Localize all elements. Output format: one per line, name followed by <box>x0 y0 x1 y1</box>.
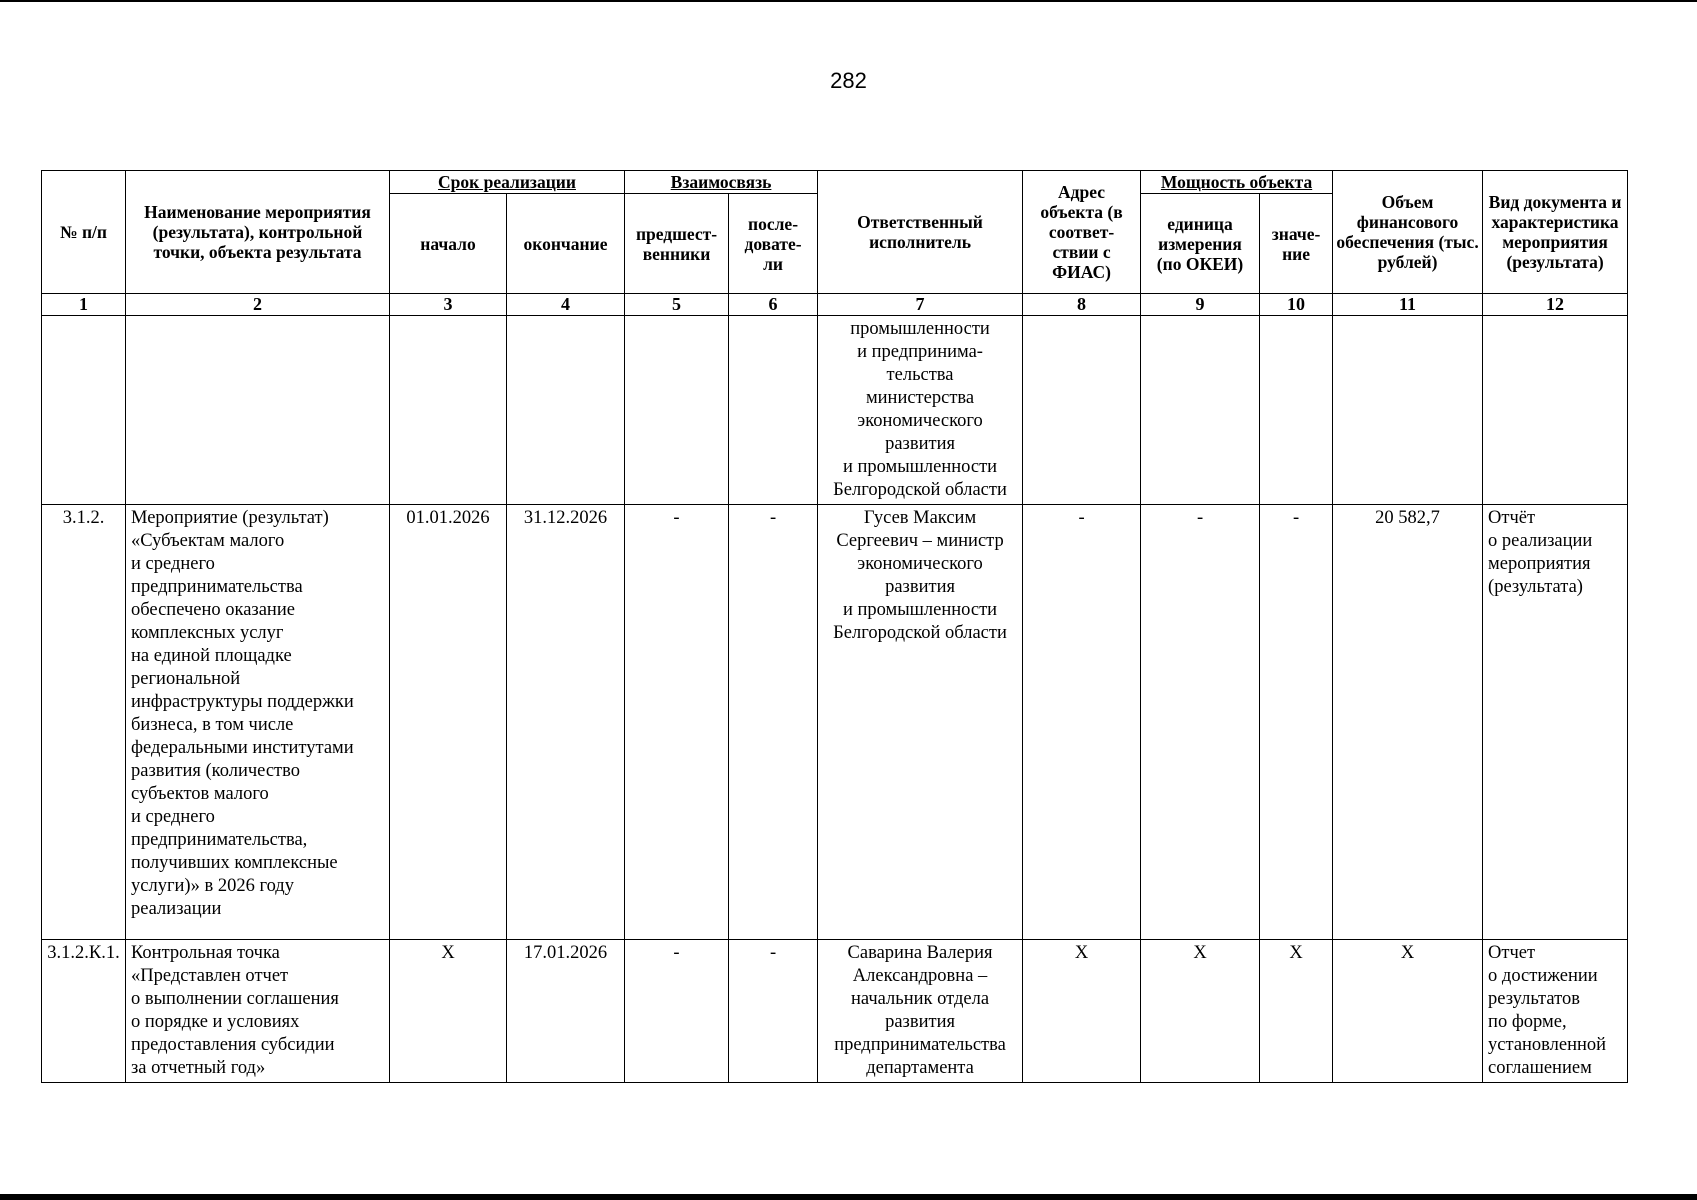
column-number: 5 <box>625 294 729 316</box>
row-name: Мероприятие (результат) «Субъектам малого и среднего предпринимательства обеспечено оказание комплексных услуг на единой площадке региональной инфраструктуры поддержки бизнеса, в том числе федеральными институтами развития (количество субъектов малого и среднего предпринимательства, получивших комплексные услуги)» в 2026 году реализации <box>126 505 390 940</box>
row-address: - <box>1023 505 1141 940</box>
header-predecessors: предшест- венники <box>625 194 729 294</box>
row-successors <box>729 316 818 505</box>
row-successors: - <box>729 940 818 1083</box>
row-start: 01.01.2026 <box>390 505 507 940</box>
header-row-1 <box>42 171 1628 194</box>
header-num: № п/п <box>42 171 126 294</box>
row-num: 3.1.2.К.1. <box>42 940 126 1083</box>
row-doc: Отчет о достижении результатов по форме, установленной соглашением <box>1483 940 1628 1083</box>
row-address <box>1023 316 1141 505</box>
row-end <box>507 316 625 505</box>
scan-top-edge <box>0 0 1697 2</box>
row-responsible: промышленности и предпринима- тельства министерства экономического развития и промышленности Белгородской области <box>818 316 1023 505</box>
column-number: 12 <box>1483 294 1628 316</box>
column-number: 10 <box>1260 294 1333 316</box>
column-number: 3 <box>390 294 507 316</box>
row-funding <box>1333 316 1483 505</box>
row-predecessors: - <box>625 940 729 1083</box>
table-row <box>42 940 1628 1083</box>
row-doc <box>1483 316 1628 505</box>
column-number: 8 <box>1023 294 1141 316</box>
header-responsible: Ответственный исполнитель <box>818 171 1023 294</box>
row-unit: - <box>1141 505 1260 940</box>
implementation-plan-table <box>41 170 1628 1083</box>
row-value: - <box>1260 505 1333 940</box>
row-predecessors: - <box>625 505 729 940</box>
header-relation: Взаимосвязь <box>625 171 818 194</box>
scan-bottom-edge <box>0 1194 1697 1200</box>
table-row <box>42 316 1628 505</box>
row-value: Х <box>1260 940 1333 1083</box>
header-end: окончание <box>507 194 625 294</box>
row-end: 31.12.2026 <box>507 505 625 940</box>
header-successors: после- довате- ли <box>729 194 818 294</box>
header-capacity: Мощность объекта <box>1141 171 1333 194</box>
row-num: 3.1.2. <box>42 505 126 940</box>
row-successors: - <box>729 505 818 940</box>
column-number-row <box>42 294 1628 316</box>
row-name: Контрольная точка «Представлен отчет о выполнении соглашения о порядке и условиях предоставления субсидии за отчетный год» <box>126 940 390 1083</box>
row-end: 17.01.2026 <box>507 940 625 1083</box>
row-address: Х <box>1023 940 1141 1083</box>
column-number: 1 <box>42 294 126 316</box>
row-doc: Отчёт о реализации мероприятия (результата) <box>1483 505 1628 940</box>
header-address: Адрес объекта (в соответ- ствии с ФИАС) <box>1023 171 1141 294</box>
row-name <box>126 316 390 505</box>
column-number: 4 <box>507 294 625 316</box>
header-name: Наименование мероприятия (результата), контрольной точки, объекта результата <box>126 171 390 294</box>
column-number: 7 <box>818 294 1023 316</box>
header-unit: единица измерения (по ОКЕИ) <box>1141 194 1260 294</box>
column-number: 11 <box>1333 294 1483 316</box>
page-number: 282 <box>830 68 867 93</box>
header-value: значе- ние <box>1260 194 1333 294</box>
header-doc-type: Вид документа и характеристика мероприятия (результата) <box>1483 171 1628 294</box>
row-responsible: Саварина Валерия Александровна – начальник отдела развития предпринимательства департамента <box>818 940 1023 1083</box>
row-num <box>42 316 126 505</box>
column-number: 2 <box>126 294 390 316</box>
header-period: Срок реализации <box>390 171 625 194</box>
row-unit <box>1141 316 1260 505</box>
header-start: начало <box>390 194 507 294</box>
row-funding: Х <box>1333 940 1483 1083</box>
row-start <box>390 316 507 505</box>
column-number: 6 <box>729 294 818 316</box>
row-value <box>1260 316 1333 505</box>
row-start: Х <box>390 940 507 1083</box>
row-predecessors <box>625 316 729 505</box>
row-responsible: Гусев Максим Сергеевич – министр экономического развития и промышленности Белгородской области <box>818 505 1023 940</box>
column-number: 9 <box>1141 294 1260 316</box>
header-funding: Объем финансового обеспечения (тыс. рублей) <box>1333 171 1483 294</box>
row-funding: 20 582,7 <box>1333 505 1483 940</box>
row-unit: Х <box>1141 940 1260 1083</box>
table-row <box>42 505 1628 940</box>
